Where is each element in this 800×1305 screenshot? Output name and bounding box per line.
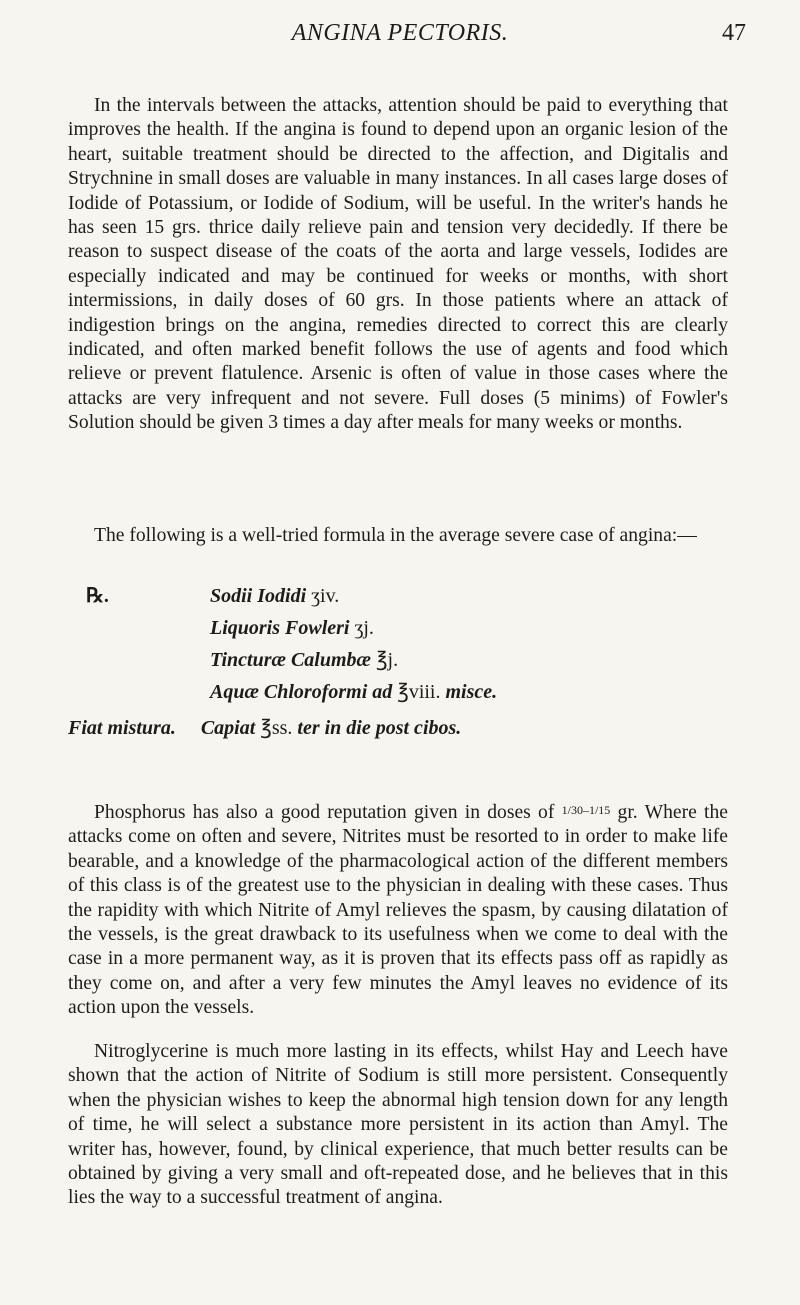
recipe-symbol: ℞. bbox=[86, 585, 109, 607]
ingredient-name: Aquæ Chloroformi ad bbox=[210, 681, 393, 703]
paragraph-intervals: In the intervals between the attacks, attention should be paid to everything that improves the health. If the angina is found to depend upon an organic lesion of the heart, suitable treatment should be directed to the affection, and Digitalis and Strychnine in small doses are valuable in many instances. In all cases large doses of Iodide of Potassium, or Iodide of Sodium, will be useful. In the writer's hands he has seen 15 grs. thrice daily relieve pain and tension very decidedly. If there be reason to suspect disease of the coats of the aorta and large vessels, Iodides are especially indicated and may be continued for weeks or months, with short intermissions, in daily doses of 60 grs. In those patients where an attack of indigestion brings on the angina, remedies directed to correct this are clearly indicated, and often marked benefit follows the use of agents and food which relieve or prevent flatulence. Arsenic is often of value in those cases where the attacks are very infrequent and not severe. Full doses (5 minims) of Fowler's Solution should be given 3 times a day after meals for many weeks or months. bbox=[68, 95, 728, 434]
directions-tail: ter in die post cibos. bbox=[297, 717, 462, 739]
prescription-line bbox=[210, 612, 374, 644]
prescription-line bbox=[210, 580, 339, 612]
ingredient-quantity: ʒj. bbox=[354, 617, 374, 639]
prescription-line bbox=[210, 644, 398, 676]
paragraph-text: Phosphorus has also a good reputation given in doses of bbox=[94, 802, 562, 823]
directions-label: Fiat mistura. bbox=[68, 717, 176, 739]
ingredient-name: Liquoris Fowleri bbox=[210, 617, 350, 639]
paragraph-nitroglycerine: Nitroglycerine is much more lasting in its effects, whilst Hay and Leech have shown that the action of Nitrite of Sodium is still more persistent. Consequently when the physician wishes to keep the abnormal high tension down for any length of time, he will select a substance more persistent in its action than Amyl. The writer has, however, found, by clinical experience, that much better results can be obtained by giving a very small and oft-repeated dose, and he believes that in this lies the way to a successful treatment of angina. bbox=[68, 1041, 728, 1209]
ingredient-name: Sodii Iodidi bbox=[210, 585, 307, 607]
dose-fraction: 1/30–1/15 bbox=[561, 803, 611, 817]
ingredient-quantity: ℥viii. bbox=[397, 681, 441, 703]
prescription-line bbox=[210, 676, 497, 708]
misce-instruction: misce. bbox=[445, 681, 498, 703]
running-head: ANGINA PECTORIS. bbox=[291, 20, 509, 46]
ingredient-quantity: ℥j. bbox=[375, 649, 399, 671]
paragraph-text: gr. Where the attacks come on often and severe, Nitrites must be resorted to in order to make life bearable, and a knowledge of the pharmacological action of the different members of this class is of the greatest use to the physician in dealing with these cases. Thus the rapidity with which Nitrite of Amyl relieves the spasm, by causing dilatation of the vessels, is the great drawback to its usefulness when we come to deal with the case in a more permanent way, as it is proven that its effects pass off as rapidly as they come on, and after a very few minutes the Amyl leaves no evidence of its action upon the vessels. bbox=[68, 802, 728, 1019]
paragraph-formula-intro: The following is a well-tried formula in the average severe case of angina:— bbox=[94, 525, 697, 546]
directions-text: Capiat bbox=[200, 717, 256, 739]
paragraph-phosphorus bbox=[68, 798, 728, 1021]
ingredient-quantity: ʒiv. bbox=[311, 585, 340, 607]
page-number: 47 bbox=[722, 20, 746, 46]
directions-quantity: ℥ss. bbox=[260, 717, 293, 739]
ingredient-name: Tincturæ Calumbæ bbox=[210, 649, 371, 671]
prescription-directions bbox=[68, 712, 461, 744]
